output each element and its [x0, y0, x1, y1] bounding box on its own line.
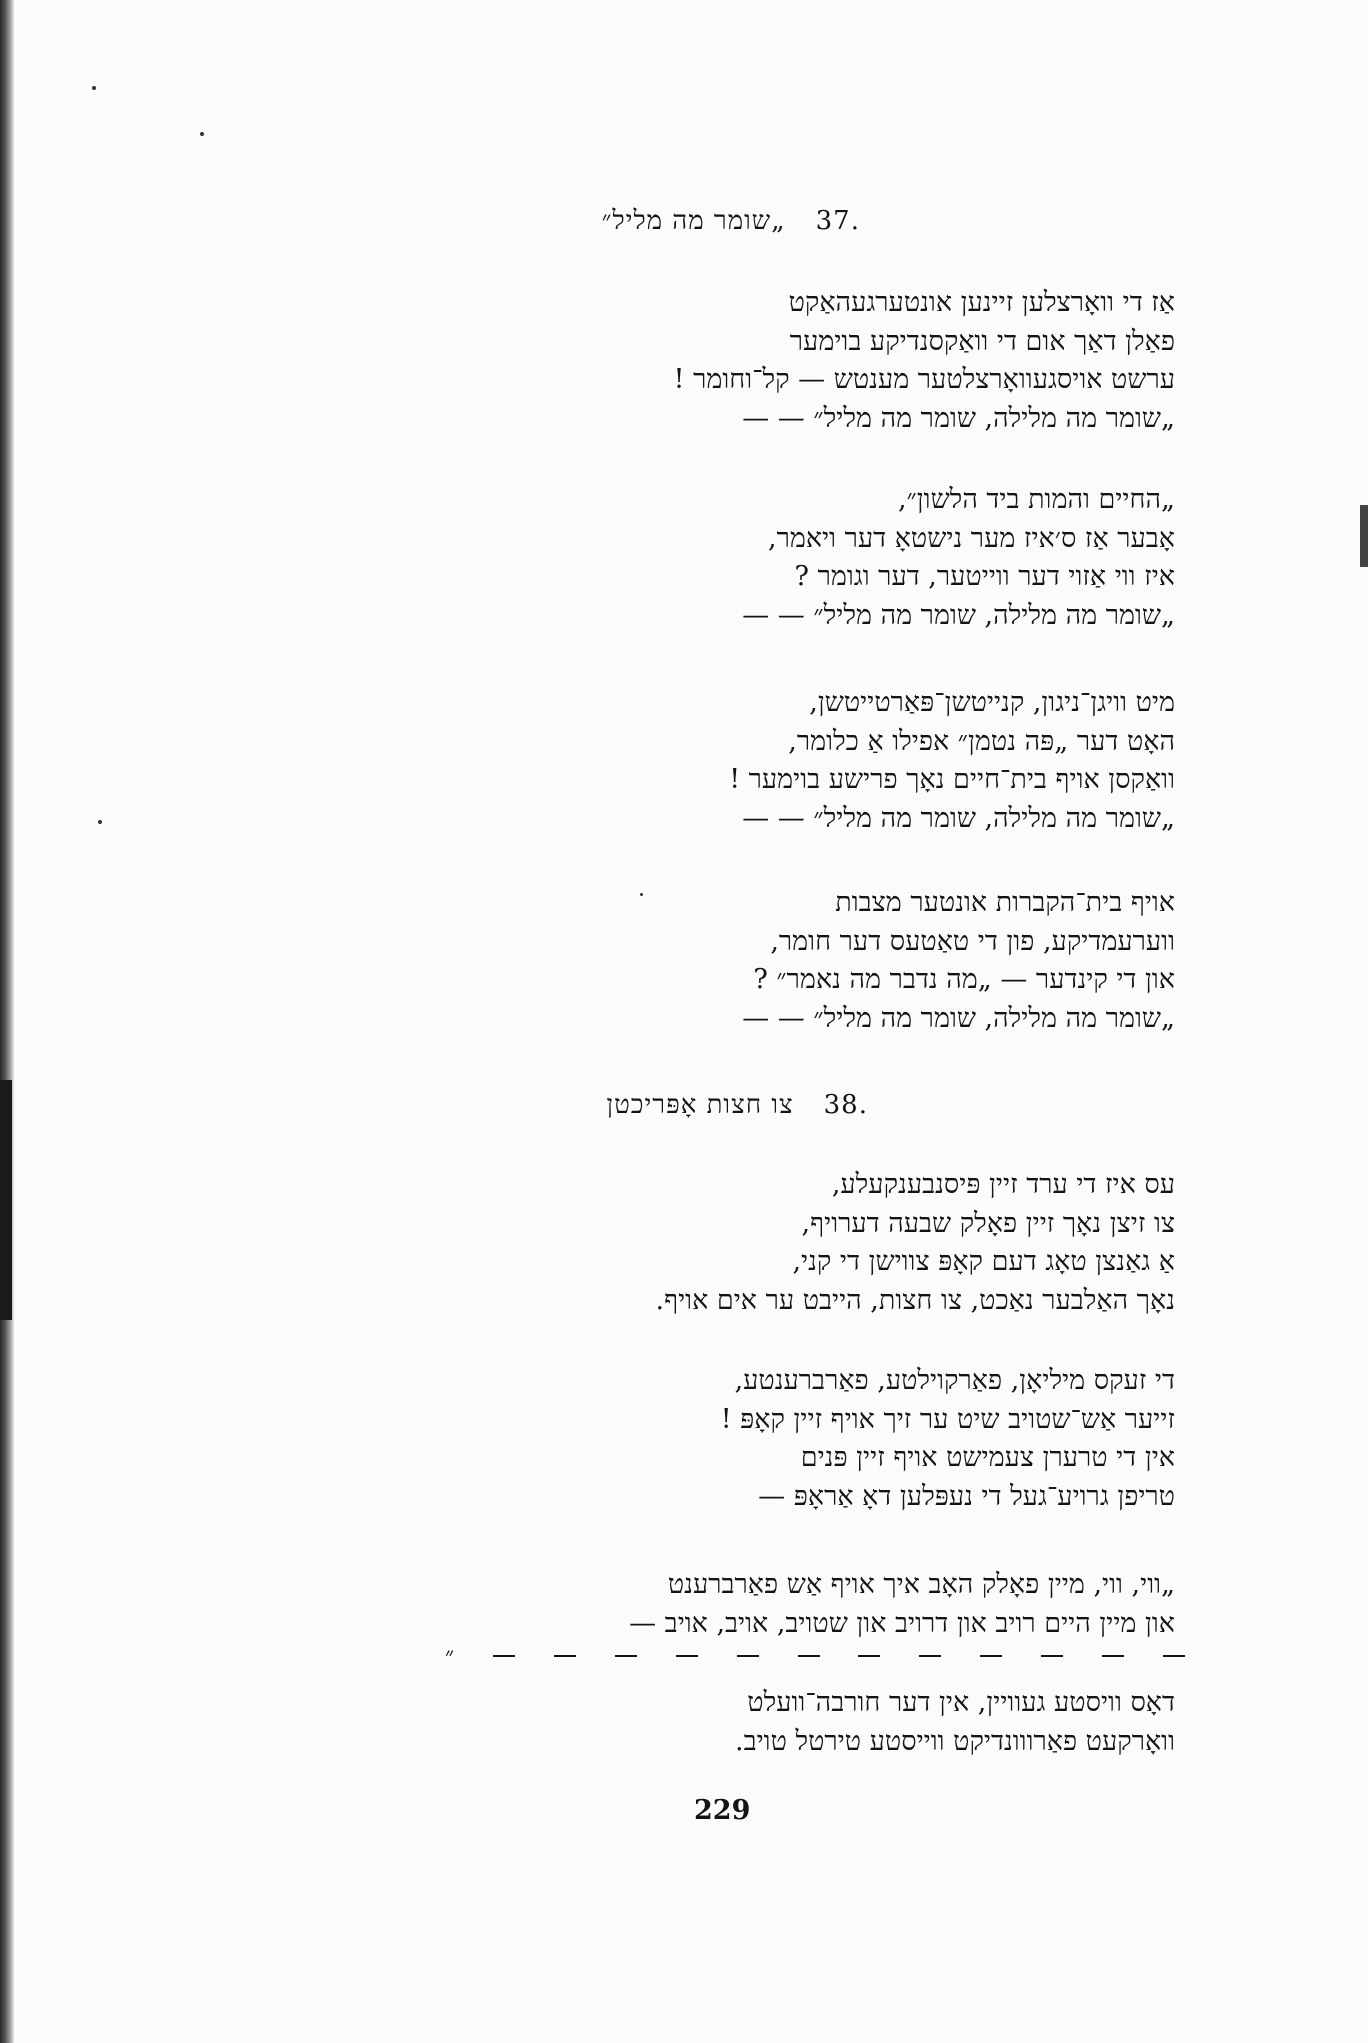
verse-line: „ווי, ווי, מיין פאָלק האָב איך אויף אַש פאַרברענט	[667, 1569, 1175, 1600]
verse-line: צו זיצן נאָך זיין פאָלק שבעה דערויף,	[801, 1207, 1175, 1239]
verse-line: אויף בית־הקברות אונטער מצבות	[835, 887, 1175, 918]
poem-38-stanza-2	[721, 1362, 1175, 1516]
dash-mark	[1102, 1655, 1124, 1657]
verse-line: די זעקס מיליאָן, פאַרקוילטע, פאַרברענטע,	[734, 1365, 1175, 1396]
verse-line: ווערעמדיקע, פון די טאַטעס דער חומר,	[770, 925, 1175, 957]
poem-38-stanza-1	[656, 1166, 1175, 1320]
poem-37-heading	[602, 206, 860, 236]
verse-line: אין די טרערן צעמישט אויף זיין פּנים	[800, 1442, 1175, 1473]
poem-37-stanza-1	[674, 284, 1175, 438]
dash-mark	[980, 1655, 1002, 1657]
verse-line: נאָך האַלבער נאַכט, צו חצות, הייבט ער אים אויף.	[655, 1284, 1175, 1316]
verse-line: איז ווי אַזוי דער ווייטער, דער וגומר ?	[794, 561, 1175, 592]
verse-line: טריפן גרויע־געל די נעפּלען דאָ אַראָפּ —	[758, 1480, 1175, 1512]
dash-mark	[919, 1655, 941, 1657]
verse-line: פאַלן דאַך אום די וואַקסנדיקע בוימער	[789, 325, 1175, 357]
dash-mark	[493, 1655, 515, 1657]
verse-line: ערשט אויסגעוואָרצלטער מענטש — קל־וחומר !	[673, 364, 1175, 395]
dash-mark	[858, 1655, 880, 1657]
dash-mark	[737, 1655, 759, 1657]
verse-line: אַ גאַנצן טאָג דעם קאָפּ צווישן די קני,	[792, 1246, 1175, 1277]
verse-line: מיט וויגן־ניגון, קנייטשן־פּאַרטייטשן,	[809, 687, 1175, 718]
poem-37-stanza-4	[742, 884, 1175, 1038]
verse-line: דאָס וויסטע געוויין, אין דער חורבה־וועלט	[747, 1687, 1175, 1718]
verse-line: „שומר מה מלילה, שומר מה מליל״ — —	[742, 599, 1175, 631]
verse-line: וואַקסן אויף בית־חיים נאָך פרישע בוימער !	[729, 764, 1175, 795]
dash-mark	[1163, 1655, 1185, 1657]
dash-row-quote: ״	[445, 1642, 455, 1670]
verse-line: „שומר מה מלילה, שומר מה מליל״ — —	[742, 402, 1175, 434]
poem-38-stanza-4	[735, 1684, 1175, 1761]
poem-37-stanza-3	[729, 684, 1175, 838]
verse-line: „שומר מה מלילה, שומר מה מליל״ — —	[742, 1002, 1175, 1034]
page-number: 229	[694, 1795, 751, 1826]
dash-mark	[676, 1655, 698, 1657]
dash-mark	[1041, 1655, 1063, 1657]
dash-mark	[798, 1655, 820, 1657]
verse-line: „החיים והמות ביד הלשון״,	[897, 484, 1175, 515]
verse-line: וואָרקעט פאַרווונדיקט ווייסטע טירטל טויב.	[735, 1725, 1175, 1757]
dash-row	[445, 1644, 1185, 1668]
verse-line: אַז די וואָרצלען זיינען אונטערגעהאַקט	[788, 287, 1175, 318]
verse-line: און די קינדער — „מה נדבר מה נאמר״ ?	[753, 964, 1175, 995]
verse-line: און מיין היים רויב און דרויב און שטויב, אויב, אויב —	[629, 1607, 1175, 1639]
dash-mark	[554, 1655, 576, 1657]
dash-mark	[615, 1655, 637, 1657]
verse-line: אָבער אַז ס׳איז מער נישטאָ דער ויאמר,	[768, 522, 1175, 554]
poem-38-number: .38	[823, 1090, 868, 1120]
poem-38-stanza-3	[629, 1566, 1175, 1643]
verse-line: זייער אַש־שטויב שיט ער זיך אויף זיין קאָפּ !	[720, 1403, 1175, 1435]
poem-37-title: „שומר מה מליל״	[601, 206, 786, 236]
poem-38-title: צו חצות אָפּריכטן	[606, 1090, 794, 1120]
poem-37-stanza-2	[742, 481, 1175, 635]
verse-line: עס איז די ערד זיין פּיסנבענקעלע,	[831, 1169, 1175, 1200]
verse-line: „שומר מה מלילה, שומר מה מליל״ — —	[742, 802, 1175, 834]
verse-line: האָט דער „פּה נטמן״ אפילו אַ כלומר,	[788, 725, 1175, 757]
poem-37-number: .37	[815, 206, 860, 236]
poem-38-heading	[606, 1090, 868, 1120]
